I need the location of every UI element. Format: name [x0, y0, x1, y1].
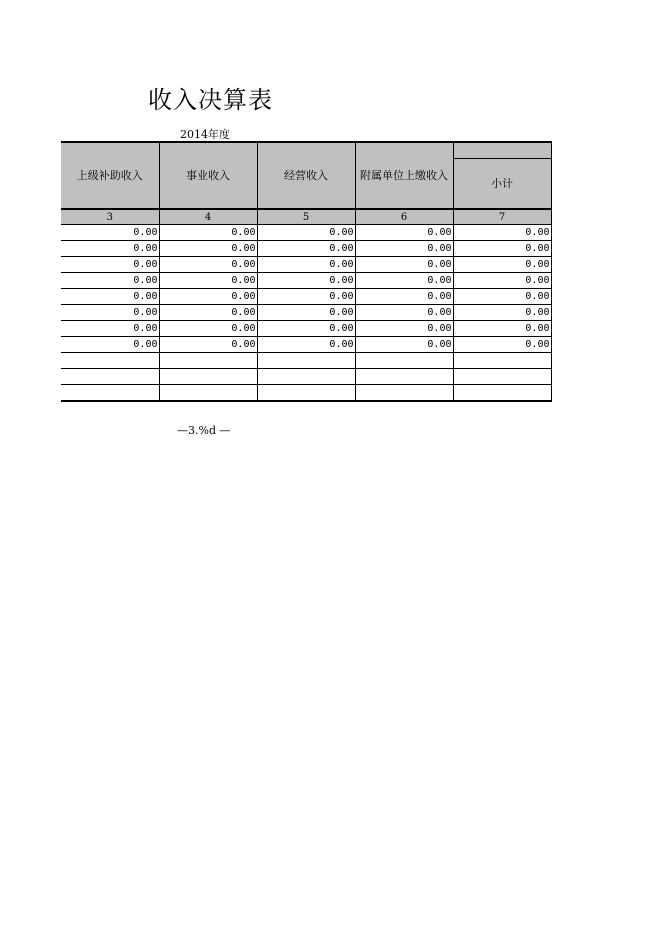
table-cell: 0.00	[453, 225, 551, 241]
income-table	[61, 141, 552, 402]
table-cell: 0.00	[355, 257, 453, 273]
table-cell: 0.00	[355, 321, 453, 337]
table-cell: 0.00	[159, 289, 257, 305]
header-cell: 经营收入	[257, 142, 355, 209]
page-title: 收入决算表	[148, 86, 273, 114]
table-cell: 0.00	[159, 305, 257, 321]
table-cell: 0.00	[453, 241, 551, 257]
header-group-cell	[453, 142, 551, 159]
table-cell: 0.00	[453, 289, 551, 305]
table-cell: 0.00	[257, 337, 355, 353]
table-cell: 0.00	[355, 273, 453, 289]
table-cell: 0.00	[257, 241, 355, 257]
empty-row	[61, 353, 551, 369]
column-index: 4	[159, 209, 257, 225]
header-cell: 附属单位上缴收入	[355, 142, 453, 209]
table-cell: 0.00	[355, 225, 453, 241]
header-cell: 上级补助收入	[61, 142, 159, 209]
table-cell: 0.00	[61, 337, 159, 353]
table-cell: 0.00	[61, 273, 159, 289]
table-cell: 0.00	[61, 225, 159, 241]
empty-row	[61, 385, 551, 402]
table-row	[61, 321, 551, 337]
table-cell: 0.00	[453, 257, 551, 273]
table-cell: 0.00	[159, 321, 257, 337]
table-cell: 0.00	[61, 257, 159, 273]
table-row	[61, 241, 551, 257]
table-cell: 0.00	[159, 225, 257, 241]
table-cell: 0.00	[257, 225, 355, 241]
table-cell: 0.00	[355, 241, 453, 257]
table-cell: 0.00	[61, 241, 159, 257]
table-cell: 0.00	[257, 289, 355, 305]
table-cell: 0.00	[355, 337, 453, 353]
table-cell: 0.00	[159, 241, 257, 257]
table-cell: 0.00	[453, 321, 551, 337]
page-number: —3.%d —	[177, 424, 231, 437]
table-cell: 0.00	[453, 273, 551, 289]
table-row	[61, 257, 551, 273]
table-row	[61, 273, 551, 289]
column-index: 3	[61, 209, 159, 225]
table-cell: 0.00	[159, 337, 257, 353]
table-cell: 0.00	[257, 257, 355, 273]
table-row	[61, 305, 551, 321]
table-cell: 0.00	[257, 273, 355, 289]
table-cell: 0.00	[355, 305, 453, 321]
table-cell: 0.00	[61, 289, 159, 305]
report-year: 2014年度	[180, 128, 230, 141]
table-cell: 0.00	[453, 337, 551, 353]
table-cell: 0.00	[355, 289, 453, 305]
header-cell: 小计	[453, 159, 551, 210]
table-row	[61, 289, 551, 305]
column-index: 7	[453, 209, 551, 225]
table-cell: 0.00	[159, 257, 257, 273]
table-cell: 0.00	[453, 305, 551, 321]
header-cell: 事业收入	[159, 142, 257, 209]
table-cell: 0.00	[159, 273, 257, 289]
empty-row	[61, 369, 551, 385]
table-cell: 0.00	[61, 321, 159, 337]
column-index: 6	[355, 209, 453, 225]
table-cell: 0.00	[257, 321, 355, 337]
table-row	[61, 225, 551, 241]
table-cell: 0.00	[61, 305, 159, 321]
table-cell: 0.00	[257, 305, 355, 321]
table-row	[61, 337, 551, 353]
column-index: 5	[257, 209, 355, 225]
